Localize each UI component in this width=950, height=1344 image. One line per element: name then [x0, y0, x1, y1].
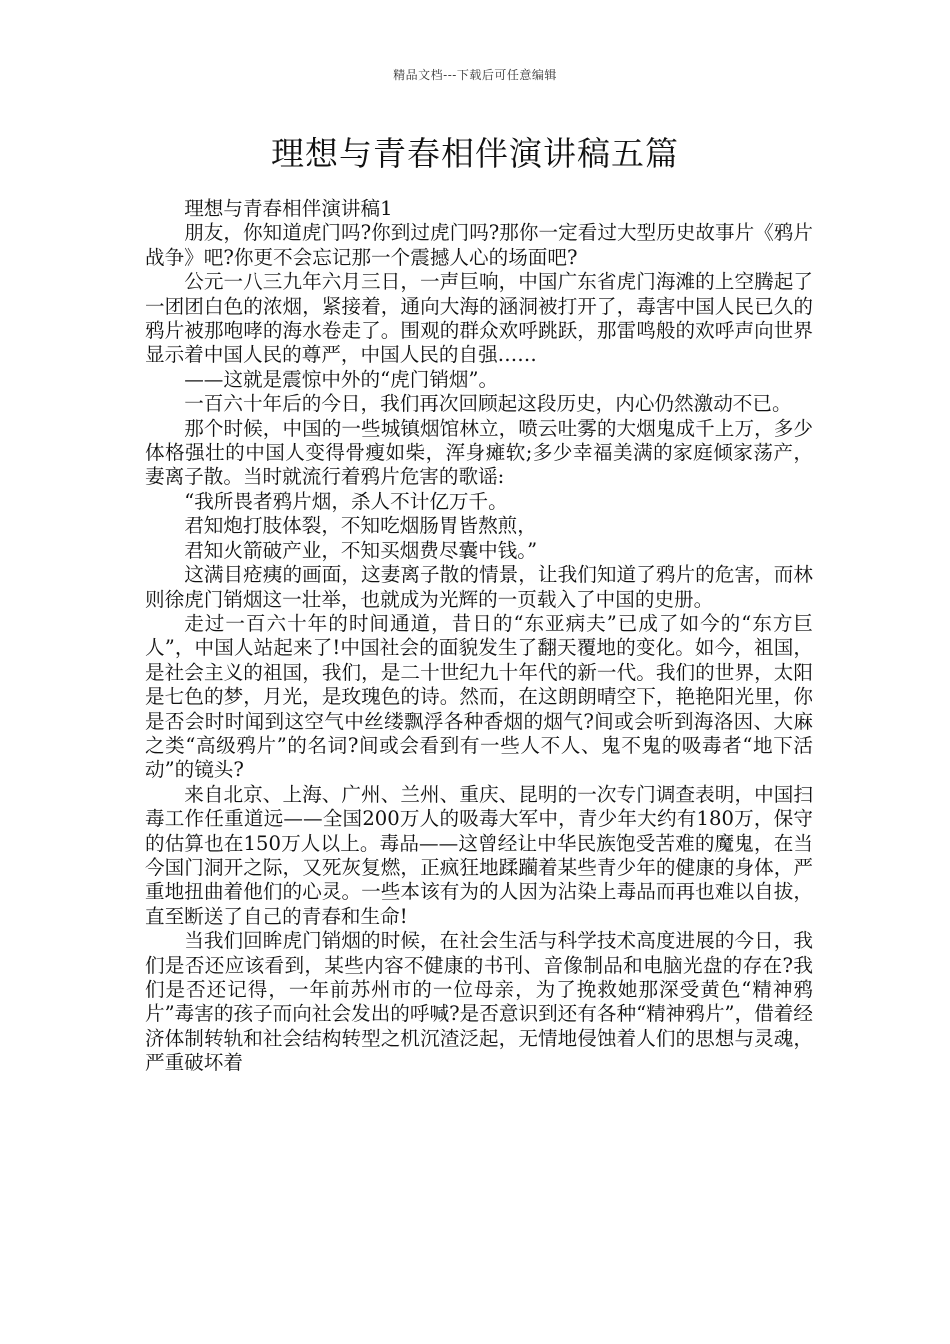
document-title: 理想与青春相伴演讲稿五篇	[271, 134, 679, 173]
paragraph: 这满目疮痍的画面，这妻离子散的情景，让我们知道了鸦片的危害，而林则徐虎门销烟这一壮举，也就成为光辉的一页载入了中国的史册。	[145, 563, 813, 611]
paragraph: 朋友，你知道虎门吗?你到过虎门吗?那你一定看过大型历史故事片《鸦片战争》吧?你更不会忘记那一个震撼人心的场面吧?	[145, 221, 813, 269]
paragraph: ——这就是震惊中外的“虎门销烟”。	[184, 367, 499, 391]
document-body	[145, 197, 813, 1076]
paragraph: 公元一八三九年六月三日，一声巨响，中国广东省虎门海滩的上空腾起了一团团白色的浓烟，紧接着，通向大海的涵洞被打开了，毒害中国人民已久的鸦片被那咆哮的海水卷走了。围观的群众欢呼跳跃，那雷鸣般的欢呼声向世界显示着中国人民的尊严，中国人民的自强……	[145, 270, 813, 367]
ballad-line: 君知火箭破产业，不知买烟费尽囊中钱。”	[184, 538, 538, 562]
ballad-line: “我所畏者鸦片烟，杀人不计亿万千。	[184, 489, 508, 513]
section-heading: 理想与青春相伴演讲稿1	[184, 197, 393, 220]
paragraph: 一百六十年后的今日，我们再次回顾起这段历史，内心仍然激动不已。	[184, 392, 792, 416]
paragraph: 那个时候，中国的一些城镇烟馆林立，喷云吐雾的大烟鬼成千上万，多少体格强壮的中国人变得骨瘦如柴，浑身瘫软;多少幸福美满的家庭倾家荡产，妻离子散。当时就流行着鸦片危害的歌谣:	[145, 416, 813, 489]
download-note-header: 精品文档---下载后可任意编辑	[393, 68, 557, 82]
paragraph: 走过一百六十年的时间通道，昔日的“东亚病夫”已成了如今的“东方巨人”，中国人站起来了!中国社会的面貌发生了翻天覆地的变化。如今，祖国，是社会主义的祖国，我们，是二十世纪九十年代的新一代。我们的世界，太阳是七色的梦，月光，是玫瑰色的诗。然而，在这朗朗晴空下，艳艳阳光里，你是否会时时闻到这空气中丝缕飘浮各种香烟的烟气?间或会听到海洛因、大麻之类“高级鸦片”的名词?间或会看到有一些人不人、鬼不鬼的吸毒者“地下活动”的镜头?	[145, 611, 813, 782]
ballad-line: 君知炮打肢体裂，不知吃烟肠胃皆熬煎，	[184, 514, 537, 538]
paragraph: 当我们回眸虎门销烟的时候，在社会生活与科学技术高度进展的今日，我们是否还应该看到，某些内容不健康的书刊、音像制品和电脑光盘的存在?我们是否还记得，一年前苏州市的一位母亲，为了挽救她那深受黄色“精神鸦片”毒害的孩子而向社会发出的呼喊?是否意识到还有各种“精神鸦片”，借着经济体制转轨和社会结构转型之机沉渣泛起，无情地侵蚀着人们的思想与灵魂，严重破坏着	[145, 929, 813, 1075]
paragraph: 来自北京、上海、广州、兰州、重庆、昆明的一次专门调查表明，中国扫毒工作任重道远——全国200万人的吸毒大军中，青少年大约有180万，保守的估算也在150万人以上。毒品——这曾经让中华民族饱受苦难的魔鬼，在当今国门洞开之际，又死灰复燃，正疯狂地蹂躏着某些青少年的健康的身体，严重地扭曲着他们的心灵。一些本该有为的人因为沾染上毒品而再也难以自拔，直至断送了自己的青春和生命!	[145, 782, 813, 928]
